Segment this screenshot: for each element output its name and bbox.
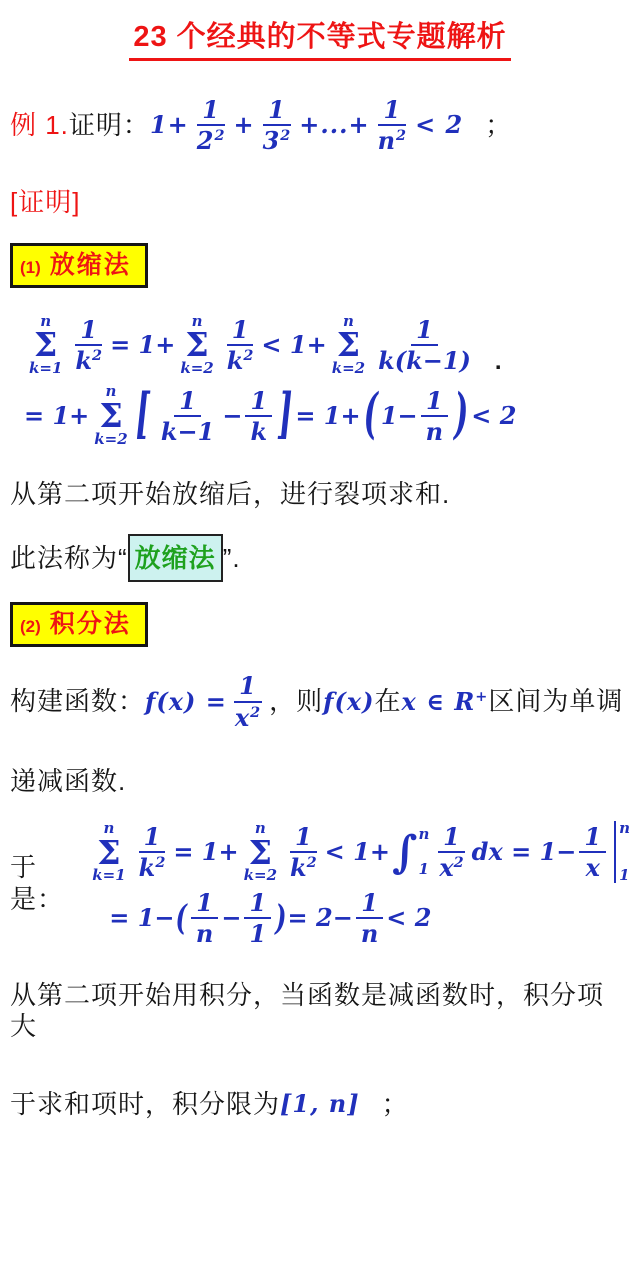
formula-block1-line2-math: = 1+ n Σ k=2 [ $\frac{1}{k-1}$ − $\frac{1}{k}$ ] = 1+ ( 1− $\frac{1}{n}$ ) < 2 bbox=[24, 382, 517, 448]
function-definition-line bbox=[10, 671, 630, 732]
formula-block2-line1 bbox=[87, 821, 630, 884]
formula-block2-line2-math: = 1− ( $\frac{1}{n}$ − $\frac{1}{1}$ ) = 2− $\frac{1}{n}$ < 2 bbox=[109, 887, 432, 949]
explanation-1: 从第二项开始放缩后，进行裂项求和. bbox=[10, 479, 451, 510]
example-label: 例 1. bbox=[10, 109, 69, 140]
formula-interval: [1, n] bbox=[280, 1089, 360, 1119]
function-def-mid: ，则 bbox=[269, 686, 324, 717]
formula-block2-line2 bbox=[109, 887, 630, 949]
therefore-label: 于是： bbox=[10, 852, 65, 914]
method2-name: 积分法 bbox=[49, 610, 131, 639]
example-semicolon: ； bbox=[485, 109, 513, 140]
formula-fx: f(x) bbox=[323, 686, 375, 716]
method1-name: 放缩法 bbox=[49, 250, 131, 279]
method2-box bbox=[10, 602, 148, 647]
explanation-2-line1: 从第二项开始用积分，当函数是减函数时，积分项大 bbox=[10, 980, 605, 1042]
formula-block1-line1-math: n Σ k=1 $\frac{1}{k^2}$ = 1+ n Σ k=2 $\frac{1}{k^2}$ < 1+ n Σ k=2 $\frac{1}{k(k-1)}$ bbox=[29, 311, 471, 377]
method-name-highlight: 放缩法 bbox=[128, 534, 223, 582]
formula-example: 1+ $\frac{1}{2^2}$ + $\frac{1}{3^2}$ +...+ $\frac{1}{n^2}$ < 2 bbox=[149, 95, 464, 156]
method-name-suffix: ”. bbox=[222, 542, 241, 573]
method2-number: (2) bbox=[20, 617, 41, 637]
example-statement bbox=[10, 95, 630, 156]
function-def-prefix: 构建函数： bbox=[10, 686, 146, 717]
formula-block1-period: . bbox=[494, 348, 502, 376]
formula-block-2 bbox=[87, 819, 630, 949]
page-title-text: 23 个经典的不等式专题解析 bbox=[129, 14, 510, 61]
explanation-2-line2 bbox=[10, 1089, 630, 1120]
method-name-prefix: 此法称为“ bbox=[10, 542, 128, 573]
page-title bbox=[10, 14, 630, 61]
method2-section bbox=[10, 602, 630, 647]
function-def-suffix: 区间为单调 bbox=[488, 686, 624, 717]
formula-x-in-r-plus: x ∈ R+ bbox=[401, 686, 489, 716]
method1-section bbox=[10, 243, 630, 288]
function-def-in: 在 bbox=[374, 686, 402, 717]
formula-block-1 bbox=[24, 311, 630, 448]
method1-number: (1) bbox=[20, 257, 41, 277]
formula-block2-line1-math: n Σ k=1 $\frac{1}{k^2}$ = 1+ n Σ k=2 $\frac{1}{k^2}$ < 1+ ∫ n 1 $\frac{1}{x^2}$ dx = 1− $\frac{1}{x}$ n 1 bbox=[92, 819, 630, 885]
integration-derivation bbox=[10, 819, 630, 949]
formula-fx-definition: f(x) = $\frac{1}{x^2}$ bbox=[145, 671, 262, 732]
method-name-line bbox=[10, 534, 630, 582]
formula-block1-line1 bbox=[24, 311, 630, 377]
final-semicolon: ； bbox=[381, 1088, 409, 1119]
decreasing-function-line: 递减函数. bbox=[10, 765, 127, 796]
formula-block1-line2 bbox=[24, 384, 630, 447]
proof-label: [证明] bbox=[10, 187, 81, 218]
integration-limit-prefix: 于求和项时，积分限为 bbox=[10, 1088, 281, 1119]
prove-label: 证明： bbox=[68, 109, 150, 140]
method1-box bbox=[10, 243, 148, 288]
